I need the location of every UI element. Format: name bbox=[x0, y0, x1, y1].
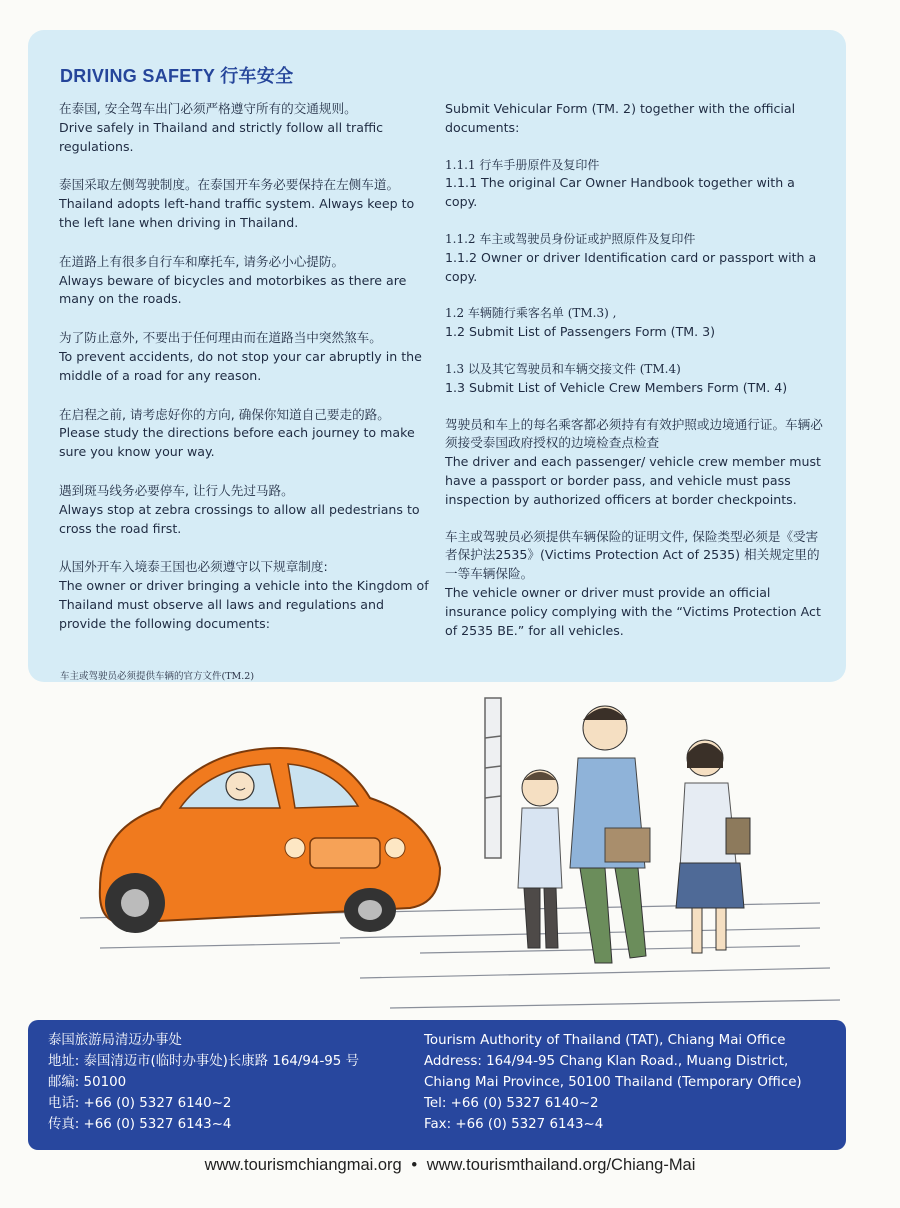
rule-paragraph bbox=[59, 176, 429, 232]
rule-english: To prevent accidents, do not stop your car abruptly in the middle of a road for any reason. bbox=[59, 348, 422, 383]
document-chinese: 1.3 以及其它驾驶员和车辆交接文件 (TM.4) bbox=[445, 361, 681, 376]
address-line-2: Chiang Mai Province, 50100 Thailand (Temporary Office) bbox=[424, 1075, 802, 1090]
page-title bbox=[60, 62, 293, 88]
caption: 车主或驾驶员必须提供车辆的官方文件(TM.2) bbox=[60, 671, 255, 682]
girl-figure bbox=[676, 740, 750, 953]
title-chinese: 行车安全 bbox=[220, 66, 294, 86]
tel-english: Tel: +66 (0) 5327 6140~2 bbox=[424, 1096, 599, 1111]
document-paragraph bbox=[445, 156, 825, 212]
document-chinese: 车主或驾驶员必须提供车辆保险的证明文件, 保险类型必须是《受害者保护法2535》(Victims Protection Act of 2535) 相关规定里的一等车辆保险。 bbox=[445, 528, 820, 582]
document-paragraph bbox=[445, 416, 825, 510]
website-link-2[interactable]: www.tourismthailand.org/Chiang-Mai bbox=[426, 1156, 696, 1174]
car-icon bbox=[100, 748, 440, 933]
left-column bbox=[59, 100, 429, 654]
rule-english: Drive safely in Thailand and strictly follow all traffic regulations. bbox=[59, 119, 384, 154]
document-english: Submit Vehicular Form (TM. 2) together with the official documents: bbox=[445, 101, 796, 135]
rule-english: Please study the directions before each journey to make sure you know your way. bbox=[59, 425, 415, 460]
document-chinese: 1.2 车辆随行乘客名单 (TM.3) , bbox=[445, 306, 617, 321]
document-chinese: 1.1.2 车主或驾驶员身份证或护照原件及复印件 bbox=[445, 231, 696, 246]
contact-english bbox=[424, 1030, 834, 1135]
office-name-english: Tourism Authority of Thailand (TAT), Chiang Mai Office bbox=[424, 1033, 786, 1048]
document-chinese: 1.1.1 行车手册原件及复印件 bbox=[445, 157, 600, 172]
rule-english: Always beware of bicycles and motorbikes as there are many on the roads. bbox=[59, 272, 407, 307]
rule-english: Always stop at zebra crossings to allow all pedestrians to cross the road first. bbox=[59, 501, 420, 536]
document-paragraph bbox=[445, 528, 825, 641]
rule-chinese: 为了防止意外, 不要出于任何理由而在道路当中突然煞车。 bbox=[59, 330, 382, 346]
lamp-post bbox=[485, 698, 501, 858]
rule-paragraph bbox=[59, 406, 429, 462]
tel-chinese: 电话: +66 (0) 5327 6140~2 bbox=[48, 1096, 232, 1111]
document-english: 1.3 Submit List of Vehicle Crew Members Form (TM. 4) bbox=[445, 379, 788, 395]
rule-chinese: 遇到斑马线务必要停车, 让行人先过马路。 bbox=[59, 482, 294, 498]
document-chinese: 驾驶员和车上的每名乘客都必须持有有效护照或边境通行证。车辆必须接受泰国政府授权的边境检查点检查 bbox=[445, 416, 823, 451]
document-english: 1.1.1 The original Car Owner Handbook together with a copy. bbox=[445, 175, 795, 210]
website-links bbox=[0, 1156, 900, 1175]
title-english: DRIVING SAFETY bbox=[60, 66, 215, 86]
postcode-chinese: 邮编: 50100 bbox=[48, 1075, 127, 1090]
rule-paragraph bbox=[59, 482, 429, 538]
rule-paragraph bbox=[59, 100, 429, 156]
document-english: The driver and each passenger/ vehicle crew member must have a passport or border pass, and vehicle must pass inspection by authorized officers at border checkpoints. bbox=[445, 454, 821, 507]
website-link-1[interactable]: www.tourismchiangmai.org bbox=[204, 1156, 402, 1174]
fax-chinese: 传真: +66 (0) 5327 6143~4 bbox=[48, 1117, 232, 1132]
separator-dot: • bbox=[411, 1156, 418, 1174]
rule-paragraph bbox=[59, 329, 429, 385]
document-english: The vehicle owner or driver must provide an official insurance policy complying with the “Victims Protection Act of 2535 BE.” for all vehicles. bbox=[445, 584, 821, 638]
rule-paragraph bbox=[59, 558, 429, 633]
document-english: 1.2 Submit List of Passengers Form (TM. 3) bbox=[445, 324, 716, 340]
document-paragraph bbox=[445, 360, 825, 398]
rule-paragraph bbox=[59, 253, 429, 309]
address-chinese: 地址: 泰国清迈市(临时办事处)长康路 164/94-95 号 bbox=[48, 1054, 359, 1069]
rule-chinese: 在道路上有很多自行车和摩托车, 请务必小心提防。 bbox=[59, 253, 345, 269]
contact-chinese bbox=[48, 1030, 418, 1135]
zebra-crossing-illustration bbox=[40, 688, 860, 1028]
right-column bbox=[445, 100, 825, 658]
document-paragraph bbox=[445, 230, 825, 286]
man-figure bbox=[570, 706, 650, 963]
address-line-1: Address: 164/94-95 Chang Klan Road., Muang District, bbox=[424, 1054, 789, 1069]
office-name-chinese: 泰国旅游局清迈办事处 bbox=[48, 1033, 182, 1048]
rule-english: The owner or driver bringing a vehicle into the Kingdom of Thailand must observe all laws and regulations and provide the following documents: bbox=[59, 578, 429, 631]
document-paragraph bbox=[445, 100, 825, 138]
rule-english: Thailand adopts left-hand traffic system. Always keep to the left lane when driving in Thailand. bbox=[59, 196, 415, 230]
rule-chinese: 在泰国, 安全驾车出门必须严格遵守所有的交通规则。 bbox=[59, 101, 357, 116]
rule-chinese: 泰国采取左侧驾驶制度。在泰国开车务必要保持在左侧车道。 bbox=[59, 177, 400, 193]
fax-english: Fax: +66 (0) 5327 6143~4 bbox=[424, 1117, 604, 1132]
pedestrians bbox=[518, 706, 750, 963]
contact-footer bbox=[28, 1020, 846, 1150]
rule-chinese: 从国外开车入境泰王国也必须遵守以下规章制度: bbox=[59, 559, 328, 575]
document-english: 1.1.2 Owner or driver Identification card or passport with a copy. bbox=[445, 249, 817, 284]
rule-chinese: 在启程之前, 请考虑好你的方向, 确保你知道自己要走的路。 bbox=[59, 406, 390, 422]
document-paragraph bbox=[445, 304, 825, 342]
boy-figure bbox=[518, 770, 562, 948]
